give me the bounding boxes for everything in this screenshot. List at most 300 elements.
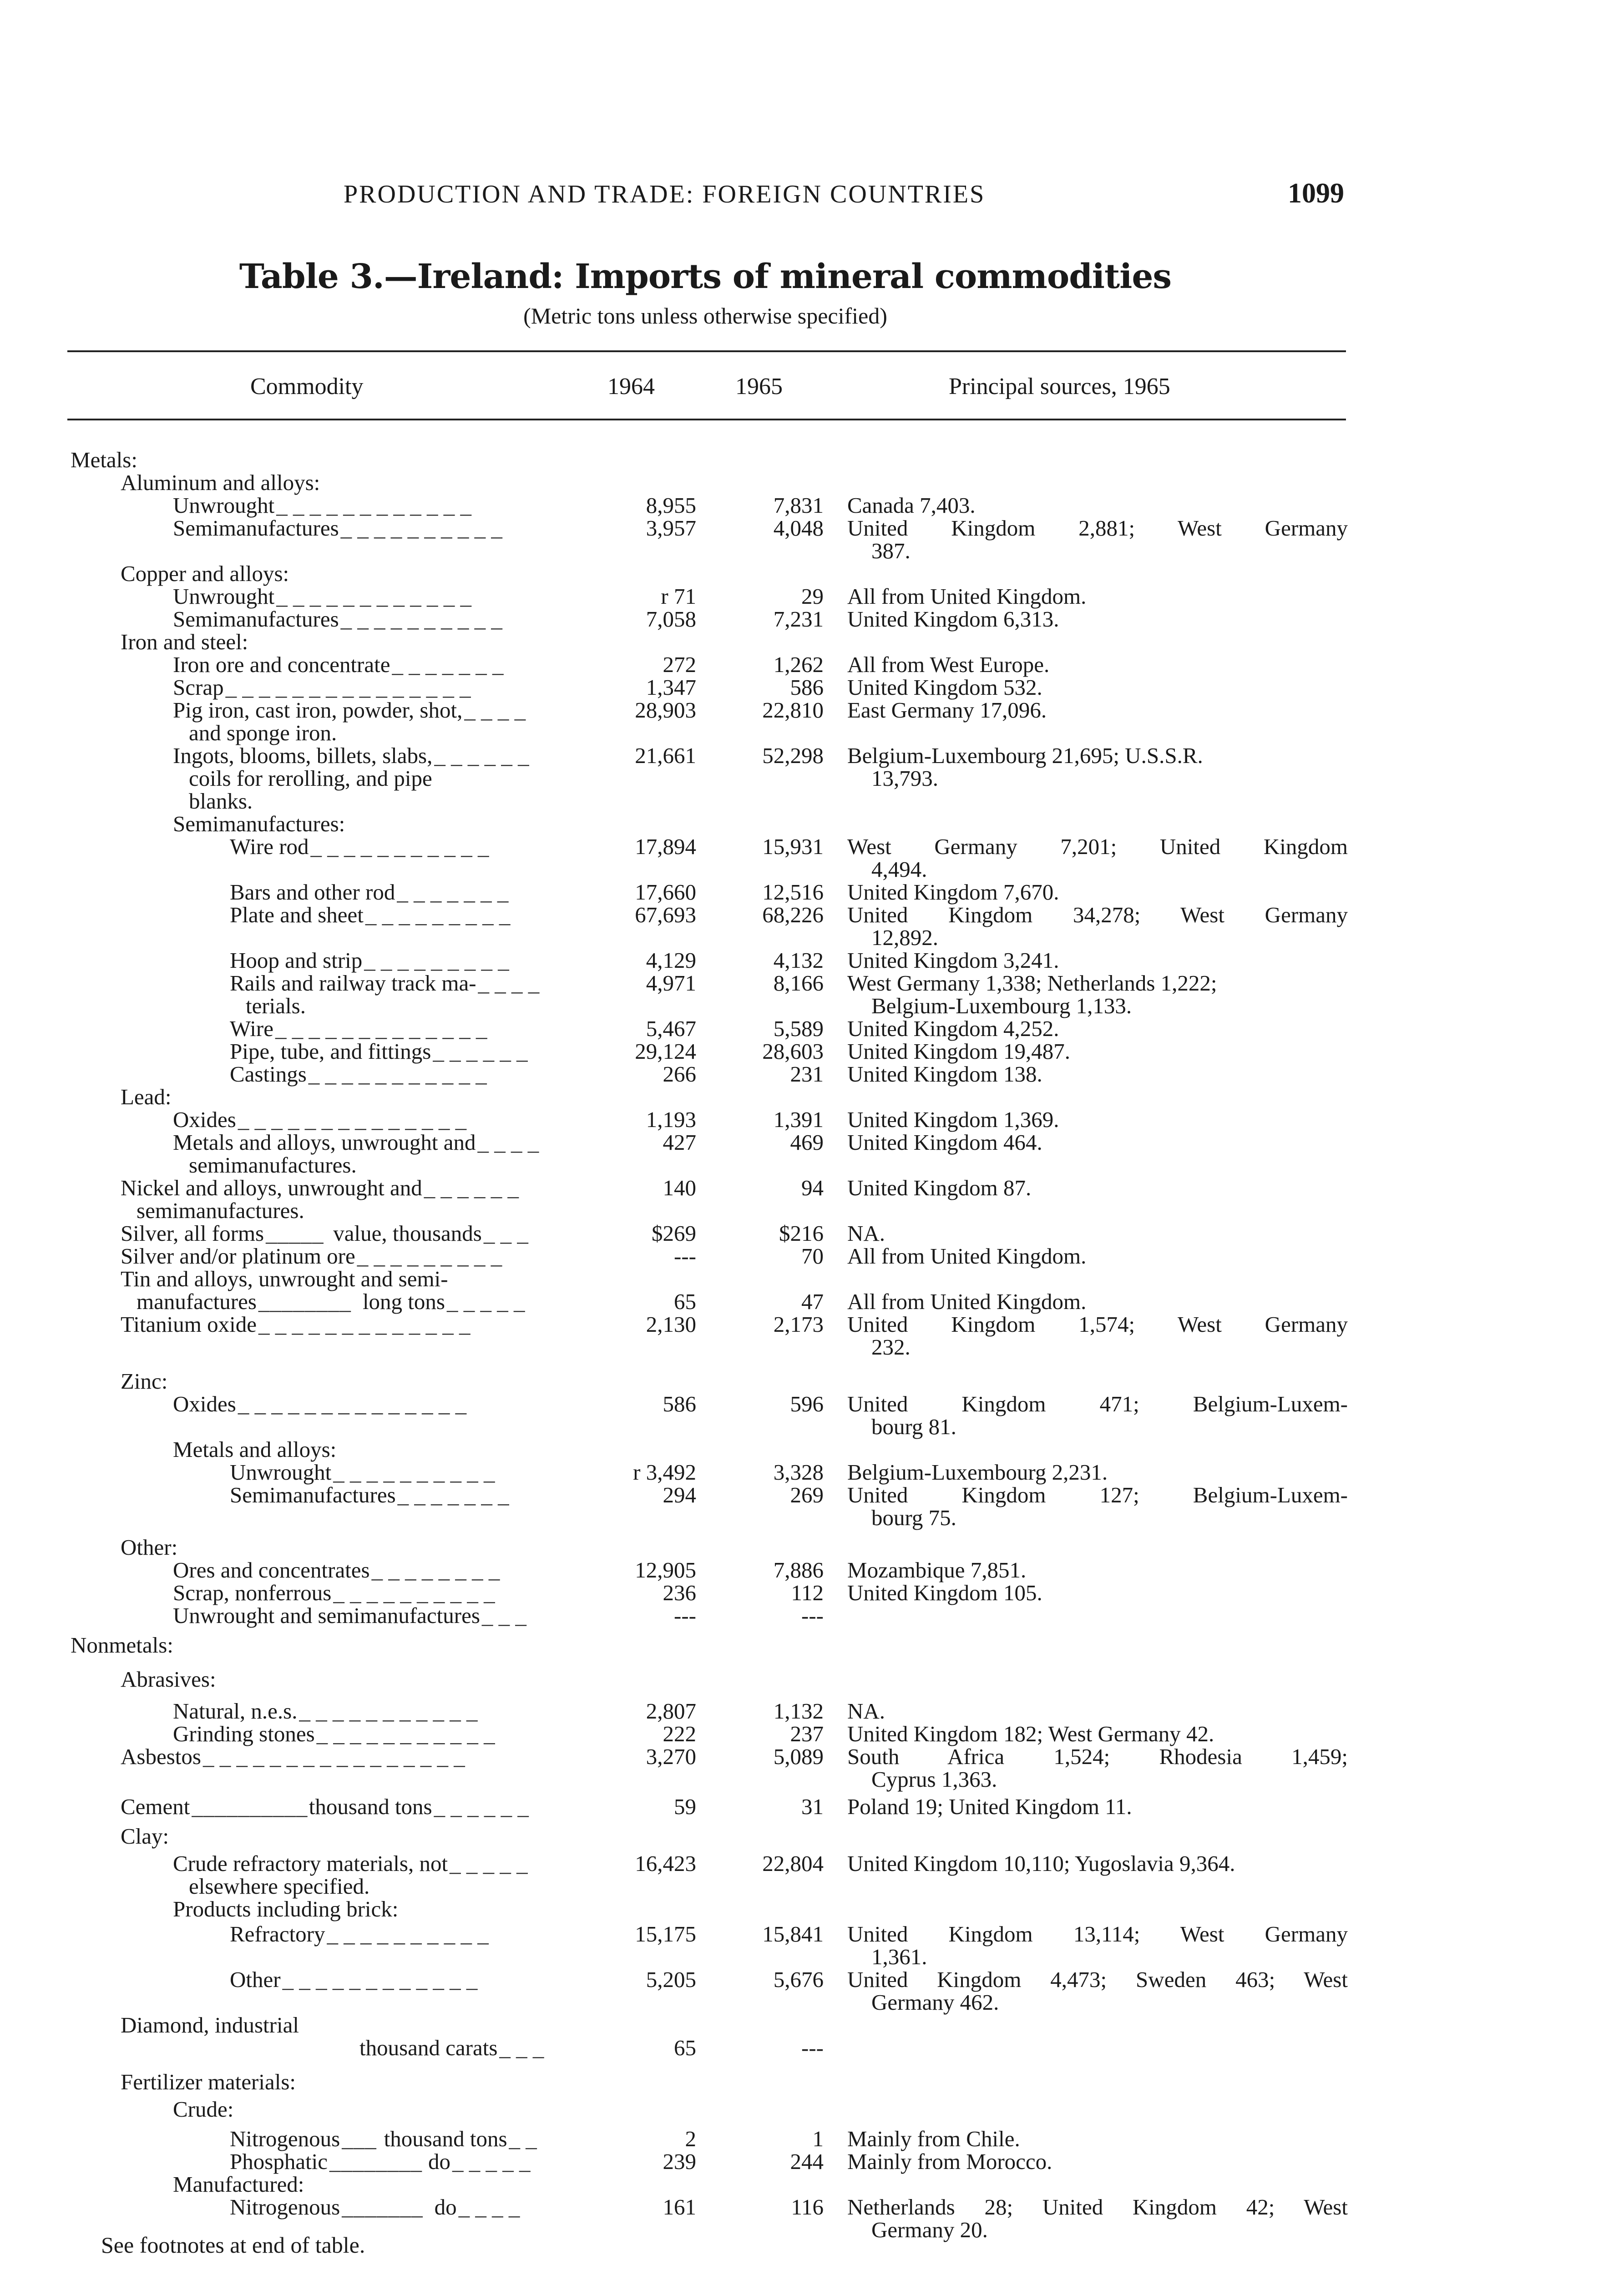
table-row <box>0 1062 1624 1086</box>
commodity-label: Crude: <box>173 2097 234 2122</box>
commodity-label: Metals and alloys: <box>173 1437 337 1462</box>
commodity-label: Unwrought and semimanufactures <box>173 1603 480 1628</box>
commodity-label: Semimanufactures <box>173 607 339 632</box>
table-row <box>0 1199 1624 1223</box>
table-row <box>0 1536 1624 1559</box>
principal-sources: United Kingdom 127; Belgium-Luxem- <box>847 1482 1348 1507</box>
table-row <box>0 676 1624 699</box>
table-row <box>0 1461 1624 1484</box>
dot-leader: _ _ _ <box>499 2035 544 2060</box>
header-rule <box>67 419 1346 420</box>
dot-leader: _ _ _ _ _ _ <box>434 743 529 768</box>
principal-sources: 232. <box>871 1335 911 1360</box>
dot-leader: _ _ _ _ _ _ <box>433 1039 528 1064</box>
table-row <box>0 994 1624 1018</box>
dot-leader: _ _ _ _ _ _ _ <box>397 1482 509 1507</box>
commodity-label: terials. <box>246 993 306 1018</box>
principal-sources: Mainly from Chile. <box>847 2126 1020 2151</box>
principal-sources: United Kingdom 19,487. <box>847 1039 1070 1064</box>
dot-leader: _ _ _ _ _ _ _ <box>392 652 504 677</box>
table-title: Table 3.—Ireland: Imports of mineral commodities <box>239 257 1172 296</box>
value-1964: 17,894 <box>635 834 696 859</box>
table-row <box>0 2150 1624 2174</box>
commodity-label: Pig iron, cast iron, powder, shot, <box>173 698 463 723</box>
table-row <box>0 1131 1624 1154</box>
value-1964: 17,660 <box>635 880 696 905</box>
table-row <box>0 835 1624 859</box>
commodity-label: Copper and alloys: <box>121 561 289 586</box>
dot-leader: _ _ _ _ <box>478 971 540 996</box>
principal-sources: United Kingdom 87. <box>847 1175 1032 1200</box>
principal-sources: All from United Kingdom. <box>847 584 1087 609</box>
value-1964: 236 <box>663 1580 696 1605</box>
commodity-label: Semimanufactures: <box>173 811 345 836</box>
commodity-label: Bars and other rod <box>230 880 395 905</box>
principal-sources: United Kingdom 3,241. <box>847 948 1059 973</box>
commodity-label: Aluminum and alloys: <box>121 470 320 495</box>
commodity-label: semimanufactures. <box>137 1198 304 1223</box>
value-1965: 94 <box>801 1175 824 1200</box>
principal-sources: West Germany 7,201; United Kingdom <box>847 834 1348 859</box>
value-1964: 2,130 <box>646 1312 696 1337</box>
commodity-label: Rails and railway track ma- <box>230 971 476 996</box>
column-header-sources: Principal sources, 1965 <box>949 374 1170 399</box>
dot-leader: ___ <box>342 2126 377 2151</box>
value-1964: 59 <box>674 1794 696 1819</box>
running-head: PRODUCTION AND TRADE: FOREIGN COUNTRIES <box>344 180 986 208</box>
principal-sources: bourg 75. <box>871 1505 956 1530</box>
commodity-label: Fertilizer materials: <box>121 2069 296 2094</box>
commodity-label: Phosphatic <box>230 2149 328 2174</box>
dot-leader: _ _ _ _ _ _ _ _ _ _ _ _ _ _ _ <box>225 675 471 700</box>
table-row <box>0 949 1624 972</box>
commodity-label: Semimanufactures <box>173 516 339 541</box>
table-row <box>0 653 1624 677</box>
value-1965: 5,589 <box>773 1016 824 1041</box>
value-1964: 1,347 <box>646 675 696 700</box>
principal-sources: East Germany 17,096. <box>847 698 1047 723</box>
dot-leader: _ _ _ _ _ <box>450 1851 528 1876</box>
unit-label: long tons <box>362 1289 445 1314</box>
value-1964: 5,205 <box>646 1967 696 1992</box>
value-1965: 7,886 <box>773 1557 824 1582</box>
principal-sources: Netherlands 28; United Kingdom 42; West <box>847 2194 1348 2219</box>
dot-leader: _ _ _ <box>481 1603 526 1628</box>
table-row <box>0 1222 1624 1245</box>
value-1965: 116 <box>791 2194 824 2219</box>
dot-leader: _ _ _ _ _ _ _ _ _ _ _ _ _ _ <box>238 1107 467 1132</box>
dot-leader: _ _ _ _ <box>458 2194 520 2219</box>
commodity-label: Oxides <box>173 1391 236 1416</box>
value-1964: 586 <box>663 1391 696 1416</box>
commodity-label: Zinc: <box>121 1369 168 1394</box>
table-row <box>0 1506 1624 1530</box>
value-1965: 12,516 <box>762 880 824 905</box>
value-1964: 12,905 <box>635 1557 696 1582</box>
value-1965: 52,298 <box>762 743 824 768</box>
principal-sources: Germany 20. <box>871 2217 988 2242</box>
value-1965: 3,328 <box>773 1460 824 1485</box>
commodity-label: Semimanufactures <box>230 1482 396 1507</box>
commodity-label: Abrasives: <box>121 1667 216 1692</box>
value-1965: 112 <box>791 1580 824 1605</box>
table-row <box>0 1745 1624 1769</box>
value-1965: 15,841 <box>762 1921 824 1946</box>
value-1964: 2,807 <box>646 1699 696 1724</box>
value-1965: --- <box>801 2035 824 2060</box>
commodity-label: Natural, n.e.s. <box>173 1699 298 1724</box>
commodity-label: Iron ore and concentrate <box>173 652 390 677</box>
principal-sources: 4,494. <box>871 857 927 882</box>
table-row <box>0 585 1624 608</box>
table-row <box>0 1795 1624 1819</box>
principal-sources: Mozambique 7,851. <box>847 1557 1027 1582</box>
value-1965: 1,391 <box>773 1107 824 1132</box>
value-1965: 8,166 <box>773 971 824 996</box>
value-1965: 1,262 <box>773 652 824 677</box>
commodity-label: Other: <box>121 1535 178 1560</box>
dot-leader: _____ <box>266 1221 324 1246</box>
value-1965: 22,810 <box>762 698 824 723</box>
table-row <box>0 858 1624 881</box>
table-row <box>0 1335 1624 1359</box>
dot-leader: _ _ _ _ <box>464 698 526 723</box>
table-row <box>0 1604 1624 1628</box>
commodity-label: Silver, all forms <box>121 1221 264 1246</box>
value-1964: 427 <box>663 1130 696 1155</box>
value-1964: 5,467 <box>646 1016 696 1041</box>
dot-leader: __________ <box>192 1794 308 1819</box>
table-row <box>0 1483 1624 1507</box>
value-1965: $216 <box>779 1221 824 1246</box>
commodity-label: Nitrogenous <box>230 2126 340 2151</box>
table-row <box>0 1176 1624 1200</box>
value-1964: r 71 <box>661 584 696 609</box>
commodity-label: Nonmetals: <box>71 1633 173 1658</box>
principal-sources: United Kingdom 7,670. <box>847 880 1059 905</box>
value-1964: 65 <box>674 1289 696 1314</box>
table-row <box>0 2070 1624 2094</box>
commodity-label: Metals and alloys, unwrought and <box>173 1130 476 1155</box>
dot-leader: _ _ _ _ _ _ _ _ _ _ <box>340 607 502 632</box>
value-1964: 4,971 <box>646 971 696 996</box>
table-row <box>0 1558 1624 1582</box>
dot-leader: _ _ _ _ _ _ _ _ _ _ <box>340 516 502 541</box>
value-1964: 8,955 <box>646 493 696 518</box>
value-1965: 5,676 <box>773 1967 824 1992</box>
value-1965: 47 <box>801 1289 824 1314</box>
commodity-label: manufactures <box>137 1289 257 1314</box>
value-1965: 586 <box>790 675 824 700</box>
table-row <box>0 1699 1624 1723</box>
value-1964: 3,270 <box>646 1744 696 1769</box>
table-row <box>0 1290 1624 1314</box>
value-1964: 4,129 <box>646 948 696 973</box>
principal-sources: United Kingdom 182; West Germany 42. <box>847 1721 1214 1746</box>
column-header-1964: 1964 <box>607 374 655 399</box>
dot-leader: ________ <box>258 1289 351 1314</box>
dot-leader: _ _ _ _ _ _ _ _ _ _ _ <box>316 1721 495 1746</box>
table-row <box>0 2173 1624 2196</box>
principal-sources: NA. <box>847 1699 885 1724</box>
dot-leader: _ _ _ _ _ _ _ _ _ _ _ _ _ <box>275 1016 487 1041</box>
dot-leader: _ _ _ _ _ _ _ _ _ _ _ _ _ _ <box>238 1391 467 1416</box>
principal-sources: United Kingdom 34,278; West Germany <box>847 902 1348 927</box>
table-row <box>0 516 1624 540</box>
commodity-label: Plate and sheet <box>230 902 364 927</box>
table-row <box>0 1581 1624 1605</box>
dot-leader: _ _ _ _ <box>477 1130 539 1155</box>
table-row <box>0 2127 1624 2151</box>
table-row <box>0 2013 1624 2037</box>
commodity-label: Pipe, tube, and fittings <box>230 1039 431 1064</box>
principal-sources: All from West Europe. <box>847 652 1050 677</box>
commodity-label: Wire rod <box>230 834 309 859</box>
value-1965: --- <box>801 1603 824 1628</box>
dot-leader: _ _ _ _ _ _ <box>424 1175 519 1200</box>
commodity-label: Oxides <box>173 1107 236 1132</box>
table-row <box>0 2098 1624 2121</box>
commodity-label: Crude refractory materials, not <box>173 1851 448 1876</box>
commodity-label: Asbestos <box>121 1744 201 1769</box>
commodity-label: Manufactured: <box>173 2172 304 2197</box>
table-row <box>0 1768 1624 1791</box>
principal-sources: Belgium-Luxembourg 1,133. <box>871 993 1132 1018</box>
value-1964: 7,058 <box>646 607 696 632</box>
table-row <box>0 971 1624 995</box>
dot-leader: _ _ _ _ _ _ _ _ _ _ _ _ <box>276 493 471 518</box>
dot-leader: _ _ _ _ _ _ _ _ _ _ <box>333 1580 495 1605</box>
table-row <box>0 2036 1624 2060</box>
table-row <box>0 1968 1624 1992</box>
principal-sources: United Kingdom 10,110; Yugoslavia 9,364. <box>847 1851 1235 1876</box>
commodity-label: Tin and alloys, unwrought and semi- <box>121 1266 448 1291</box>
value-1964: 1,193 <box>646 1107 696 1132</box>
principal-sources: South Africa 1,524; Rhodesia 1,459; <box>847 1744 1348 1769</box>
principal-sources: bourg 81. <box>871 1414 956 1439</box>
value-1965: 7,231 <box>773 607 824 632</box>
commodity-label: coils for rerolling, and pipe <box>189 766 432 791</box>
footnote: See footnotes at end of table. <box>101 2232 365 2258</box>
value-1965: 5,089 <box>773 1744 824 1769</box>
dot-leader: _ _ _ _ _ _ _ _ _ _ _ <box>308 1062 487 1087</box>
principal-sources: West Germany 1,338; Netherlands 1,222; <box>847 971 1217 996</box>
table-row <box>0 494 1624 517</box>
value-1965: 4,132 <box>773 948 824 973</box>
value-1965: 29 <box>801 584 824 609</box>
value-1964: --- <box>674 1603 696 1628</box>
principal-sources: Germany 462. <box>871 1990 999 2015</box>
unit-label: thousand tons <box>384 2126 507 2151</box>
commodity-label: Products including brick: <box>173 1896 399 1921</box>
commodity-label: Diamond, industrial <box>121 2012 299 2037</box>
commodity-label: Unwrought <box>173 584 275 609</box>
value-1965: 4,048 <box>773 516 824 541</box>
commodity-label: Scrap <box>173 675 224 700</box>
table-row <box>0 630 1624 654</box>
table-row <box>0 1633 1624 1657</box>
value-1964: 222 <box>663 1721 696 1746</box>
table-row <box>0 721 1624 745</box>
dot-leader: _ _ _ <box>483 1221 528 1246</box>
table-row <box>0 1852 1624 1876</box>
principal-sources: 1,361. <box>871 1944 927 1969</box>
value-1965: 244 <box>790 2149 824 2174</box>
value-1964: 28,903 <box>635 698 696 723</box>
commodity-label: Grinding stones <box>173 1721 315 1746</box>
table-row <box>0 1267 1624 1291</box>
principal-sources: United Kingdom 13,114; West Germany <box>847 1921 1348 1946</box>
dot-leader: _ _ _ _ _ _ _ _ _ <box>364 948 509 973</box>
commodity-label: Titanium oxide <box>121 1312 257 1337</box>
value-1964: 272 <box>663 652 696 677</box>
value-1965: 1,132 <box>773 1699 824 1724</box>
principal-sources: All from United Kingdom. <box>847 1244 1087 1269</box>
dot-leader: _ _ _ _ _ _ _ <box>397 880 509 905</box>
value-1965: 22,804 <box>762 1851 824 1876</box>
principal-sources: Cyprus 1,363. <box>871 1767 997 1792</box>
commodity-label: Metals: <box>71 447 137 472</box>
dot-leader: _ _ _ _ _ _ _ _ _ _ _ _ _ _ _ _ <box>202 1744 465 1769</box>
principal-sources: 12,892. <box>871 925 938 950</box>
value-1964: 15,175 <box>635 1921 696 1946</box>
value-1965: 68,226 <box>762 902 824 927</box>
commodity-label: elsewhere specified. <box>189 1874 370 1899</box>
table-row <box>0 1108 1624 1132</box>
commodity-label: Cement <box>121 1794 190 1819</box>
dot-leader: _ _ _ _ _ _ <box>434 1794 529 1819</box>
table-row <box>0 880 1624 904</box>
principal-sources: United Kingdom 464. <box>847 1130 1042 1155</box>
table-row <box>0 1668 1624 1691</box>
page-number: 1099 <box>1288 178 1344 209</box>
table-row <box>0 1991 1624 2014</box>
value-1965: 70 <box>801 1244 824 1269</box>
commodity-label: Scrap, nonferrous <box>173 1580 332 1605</box>
value-1964: 239 <box>663 2149 696 2174</box>
table-row <box>0 1040 1624 1063</box>
dot-leader: _ _ _ _ _ _ _ _ _ _ _ _ <box>282 1967 478 1992</box>
table-row <box>0 539 1624 563</box>
value-1964: 29,124 <box>635 1039 696 1064</box>
principal-sources: NA. <box>847 1221 885 1246</box>
table-row <box>0 562 1624 586</box>
table-row <box>0 767 1624 790</box>
column-header-commodity: Commodity <box>250 374 364 399</box>
dot-leader: _ _ <box>509 2126 537 2151</box>
table-row <box>0 1392 1624 1416</box>
value-1964: 16,423 <box>635 1851 696 1876</box>
table-row <box>0 1825 1624 1848</box>
value-1964: 2 <box>685 2126 696 2151</box>
value-1964: 294 <box>663 1482 696 1507</box>
dot-leader: _ _ _ _ _ _ _ _ <box>371 1557 500 1582</box>
commodity-label: Ingots, blooms, billets, slabs, <box>173 743 433 768</box>
table-row <box>0 903 1624 927</box>
column-header-1965: 1965 <box>735 374 783 399</box>
table-row <box>0 1313 1624 1336</box>
value-1964: $269 <box>652 1221 696 1246</box>
dot-leader: _ _ _ _ _ <box>452 2149 531 2174</box>
table-row <box>0 1244 1624 1268</box>
value-1965: 596 <box>790 1391 824 1416</box>
value-1965: 7,831 <box>773 493 824 518</box>
table-row <box>0 1945 1624 1969</box>
commodity-label: blanks. <box>189 789 253 814</box>
table-row <box>0 1875 1624 1898</box>
table-row <box>0 812 1624 836</box>
unit-label: thousand tons <box>309 1794 432 1819</box>
dot-leader: ________ <box>329 2149 423 2174</box>
commodity-label: Castings <box>230 1062 307 1087</box>
value-1965: 237 <box>790 1721 824 1746</box>
commodity-label: Silver and/or platinum ore <box>121 1244 355 1269</box>
principal-sources: United Kingdom 2,881; West Germany <box>847 516 1348 541</box>
commodity-label: Other <box>230 1967 281 1992</box>
commodity-label: thousand carats <box>359 2035 498 2060</box>
table-row <box>0 607 1624 631</box>
principal-sources: 13,793. <box>871 766 938 791</box>
value-1965: 1 <box>812 2126 824 2151</box>
value-1964: 161 <box>663 2194 696 2219</box>
value-1965: 231 <box>790 1062 824 1087</box>
principal-sources: United Kingdom 138. <box>847 1062 1042 1087</box>
commodity-label: Nitrogenous <box>230 2194 340 2219</box>
principal-sources: Mainly from Morocco. <box>847 2149 1052 2174</box>
principal-sources: United Kingdom 105. <box>847 1580 1042 1605</box>
value-1965: 31 <box>801 1794 824 1819</box>
dot-leader: _______ <box>342 2194 423 2219</box>
value-1965: 15,931 <box>762 834 824 859</box>
table-row <box>0 1017 1624 1041</box>
table-row <box>0 1415 1624 1439</box>
value-1964: --- <box>674 1244 696 1269</box>
table-row <box>0 1897 1624 1921</box>
dot-leader: _ _ _ _ _ _ _ _ _ _ _ <box>299 1699 478 1724</box>
value-1964: 266 <box>663 1062 696 1087</box>
value-1964: 67,693 <box>635 902 696 927</box>
value-1965: 2,173 <box>773 1312 824 1337</box>
principal-sources: United Kingdom 471; Belgium-Luxem- <box>847 1391 1348 1416</box>
value-1964: 65 <box>674 2035 696 2060</box>
commodity-label: Wire <box>230 1016 273 1041</box>
commodity-label: Hoop and strip <box>230 948 363 973</box>
commodity-label: Refractory <box>230 1921 325 1946</box>
table-row <box>0 926 1624 950</box>
value-1965: 269 <box>790 1482 824 1507</box>
value-1964: 21,661 <box>635 743 696 768</box>
table-row <box>0 1438 1624 1461</box>
commodity-label: Iron and steel: <box>121 629 248 654</box>
table-row <box>0 789 1624 813</box>
principal-sources: United Kingdom 1,369. <box>847 1107 1059 1132</box>
dot-leader: _ _ _ _ _ _ _ _ _ _ _ <box>310 834 489 859</box>
principal-sources: All from United Kingdom. <box>847 1289 1087 1314</box>
principal-sources: Canada 7,403. <box>847 493 976 518</box>
table-row <box>0 1153 1624 1177</box>
table-row <box>0 2195 1624 2219</box>
principal-sources: Belgium-Luxembourg 21,695; U.S.S.R. <box>847 743 1203 768</box>
unit-label: do <box>428 2149 451 2174</box>
unit-label: do <box>434 2194 457 2219</box>
commodity-label: Nickel and alloys, unwrought and <box>121 1175 422 1200</box>
table-row <box>0 744 1624 768</box>
unit-label: value, thousands <box>333 1221 482 1246</box>
value-1965: 469 <box>790 1130 824 1155</box>
dot-leader: _ _ _ _ _ <box>446 1289 525 1314</box>
table-row <box>0 1722 1624 1746</box>
principal-sources: United Kingdom 6,313. <box>847 607 1059 632</box>
